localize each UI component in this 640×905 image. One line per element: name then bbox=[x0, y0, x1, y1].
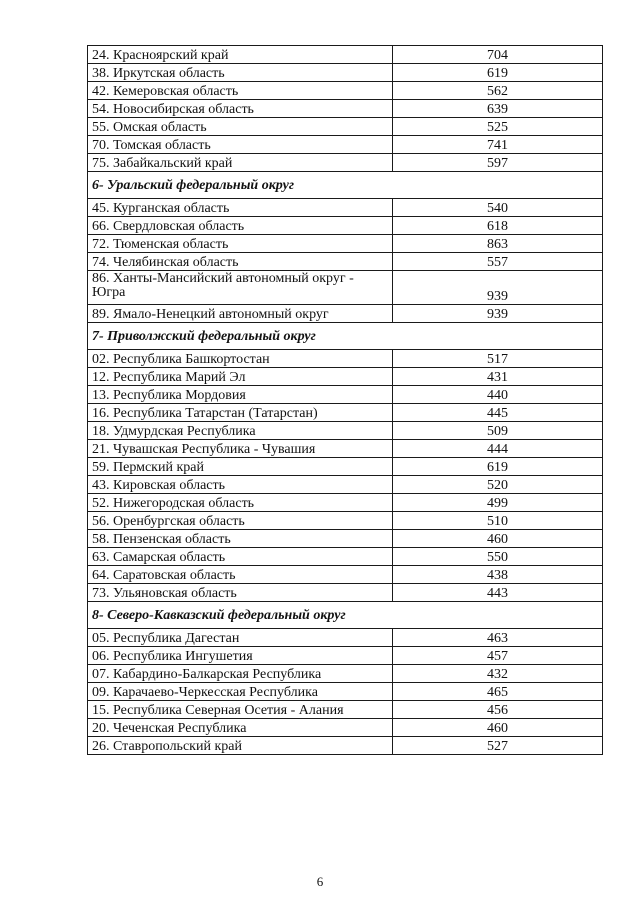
region-value-cell: 863 bbox=[393, 235, 603, 253]
table-row bbox=[88, 64, 603, 82]
region-value-cell: 939 bbox=[393, 271, 603, 305]
region-name-cell: 09. Карачаево-Черкесская Республика bbox=[88, 683, 393, 701]
region-name-cell: 89. Ямало-Ненецкий автономный округ bbox=[88, 305, 393, 323]
section-title: 8- Северо-Кавказский федеральный округ bbox=[88, 602, 603, 629]
region-value-cell: 597 bbox=[393, 154, 603, 172]
region-name-cell: 64. Саратовская область bbox=[88, 566, 393, 584]
region-name-cell: 02. Республика Башкортостан bbox=[88, 350, 393, 368]
section-title: 6- Уральский федеральный округ bbox=[88, 172, 603, 199]
region-name-cell: 43. Кировская область bbox=[88, 476, 393, 494]
table-row bbox=[88, 271, 603, 305]
region-name-cell: 06. Республика Ингушетия bbox=[88, 647, 393, 665]
table-row bbox=[88, 422, 603, 440]
page-number: 6 bbox=[316, 874, 324, 889]
region-value-cell: 525 bbox=[393, 118, 603, 136]
region-name-cell: 45. Курганская область bbox=[88, 199, 393, 217]
regions-table bbox=[87, 45, 603, 755]
region-name-cell: 05. Республика Дагестан bbox=[88, 629, 393, 647]
section-title: 7- Приволжский федеральный округ bbox=[88, 323, 603, 350]
table-row bbox=[88, 253, 603, 271]
table-row bbox=[88, 440, 603, 458]
region-name-cell: 63. Самарская область bbox=[88, 548, 393, 566]
region-name-cell: 16. Республика Татарстан (Татарстан) bbox=[88, 404, 393, 422]
region-value-cell: 741 bbox=[393, 136, 603, 154]
table-row bbox=[88, 118, 603, 136]
table-row bbox=[88, 368, 603, 386]
region-name-cell: 72. Тюменская область bbox=[88, 235, 393, 253]
regions-table-body bbox=[88, 46, 603, 755]
region-name-cell: 70. Томская область bbox=[88, 136, 393, 154]
region-value-cell: 639 bbox=[393, 100, 603, 118]
region-name-cell: 55. Омская область bbox=[88, 118, 393, 136]
region-name-cell: 73. Ульяновская область bbox=[88, 584, 393, 602]
table-row bbox=[88, 512, 603, 530]
region-name-cell: 12. Республика Марий Эл bbox=[88, 368, 393, 386]
region-value-cell: 460 bbox=[393, 530, 603, 548]
region-value-cell: 939 bbox=[393, 305, 603, 323]
region-value-cell: 540 bbox=[393, 199, 603, 217]
region-value-cell: 438 bbox=[393, 566, 603, 584]
region-name-cell: 58. Пензенская область bbox=[88, 530, 393, 548]
table-row bbox=[88, 719, 603, 737]
region-value-cell: 509 bbox=[393, 422, 603, 440]
region-value-cell: 431 bbox=[393, 368, 603, 386]
region-value-cell: 704 bbox=[393, 46, 603, 64]
region-value-cell: 457 bbox=[393, 647, 603, 665]
region-value-cell: 619 bbox=[393, 458, 603, 476]
region-value-cell: 445 bbox=[393, 404, 603, 422]
region-name-cell: 26. Ставропольский край bbox=[88, 737, 393, 755]
region-value-cell: 619 bbox=[393, 64, 603, 82]
region-value-cell: 499 bbox=[393, 494, 603, 512]
region-value-cell: 562 bbox=[393, 82, 603, 100]
region-name-cell: 20. Чеченская Республика bbox=[88, 719, 393, 737]
region-value-cell: 527 bbox=[393, 737, 603, 755]
region-value-cell: 460 bbox=[393, 719, 603, 737]
region-value-cell: 550 bbox=[393, 548, 603, 566]
region-name-cell: 52. Нижегородская область bbox=[88, 494, 393, 512]
region-value-cell: 463 bbox=[393, 629, 603, 647]
table-row bbox=[88, 548, 603, 566]
table-row bbox=[88, 305, 603, 323]
section-header-row bbox=[88, 323, 603, 350]
section-header-row bbox=[88, 602, 603, 629]
region-value-cell: 520 bbox=[393, 476, 603, 494]
table-row bbox=[88, 199, 603, 217]
table-row bbox=[88, 629, 603, 647]
region-name-cell: 15. Республика Северная Осетия - Алания bbox=[88, 701, 393, 719]
region-value-cell: 443 bbox=[393, 584, 603, 602]
table-row bbox=[88, 494, 603, 512]
table-row bbox=[88, 235, 603, 253]
region-name-cell: 38. Иркутская область bbox=[88, 64, 393, 82]
region-name-cell: 54. Новосибирская область bbox=[88, 100, 393, 118]
region-value-cell: 557 bbox=[393, 253, 603, 271]
table-row bbox=[88, 350, 603, 368]
region-value-cell: 465 bbox=[393, 683, 603, 701]
table-row bbox=[88, 476, 603, 494]
region-value-cell: 618 bbox=[393, 217, 603, 235]
table-row bbox=[88, 100, 603, 118]
table-row bbox=[88, 566, 603, 584]
region-name-cell: 13. Республика Мордовия bbox=[88, 386, 393, 404]
table-row bbox=[88, 665, 603, 683]
table-row bbox=[88, 701, 603, 719]
region-value-cell: 510 bbox=[393, 512, 603, 530]
table-row bbox=[88, 530, 603, 548]
region-name-cell: 75. Забайкальский край bbox=[88, 154, 393, 172]
table-row bbox=[88, 737, 603, 755]
table-row bbox=[88, 647, 603, 665]
table-row bbox=[88, 458, 603, 476]
region-value-cell: 444 bbox=[393, 440, 603, 458]
region-value-cell: 517 bbox=[393, 350, 603, 368]
region-name-cell: 86. Ханты-Мансийский автономный округ - Югра bbox=[88, 271, 393, 305]
table-row bbox=[88, 46, 603, 64]
region-name-cell: 74. Челябинская область bbox=[88, 253, 393, 271]
region-value-cell: 440 bbox=[393, 386, 603, 404]
region-value-cell: 456 bbox=[393, 701, 603, 719]
region-name-cell: 59. Пермский край bbox=[88, 458, 393, 476]
table-row bbox=[88, 154, 603, 172]
region-value-cell: 432 bbox=[393, 665, 603, 683]
table-row bbox=[88, 217, 603, 235]
region-name-cell: 07. Кабардино-Балкарская Республика bbox=[88, 665, 393, 683]
region-name-cell: 66. Свердловская область bbox=[88, 217, 393, 235]
region-name-cell: 56. Оренбургская область bbox=[88, 512, 393, 530]
table-row bbox=[88, 82, 603, 100]
table-row bbox=[88, 136, 603, 154]
region-name-cell: 18. Удмурдская Республика bbox=[88, 422, 393, 440]
table-row bbox=[88, 683, 603, 701]
table-row bbox=[88, 404, 603, 422]
region-name-cell: 21. Чувашская Республика - Чувашия bbox=[88, 440, 393, 458]
section-header-row bbox=[88, 172, 603, 199]
region-name-cell: 24. Красноярский край bbox=[88, 46, 393, 64]
region-name-cell: 42. Кемеровская область bbox=[88, 82, 393, 100]
table-row bbox=[88, 386, 603, 404]
table-row bbox=[88, 584, 603, 602]
